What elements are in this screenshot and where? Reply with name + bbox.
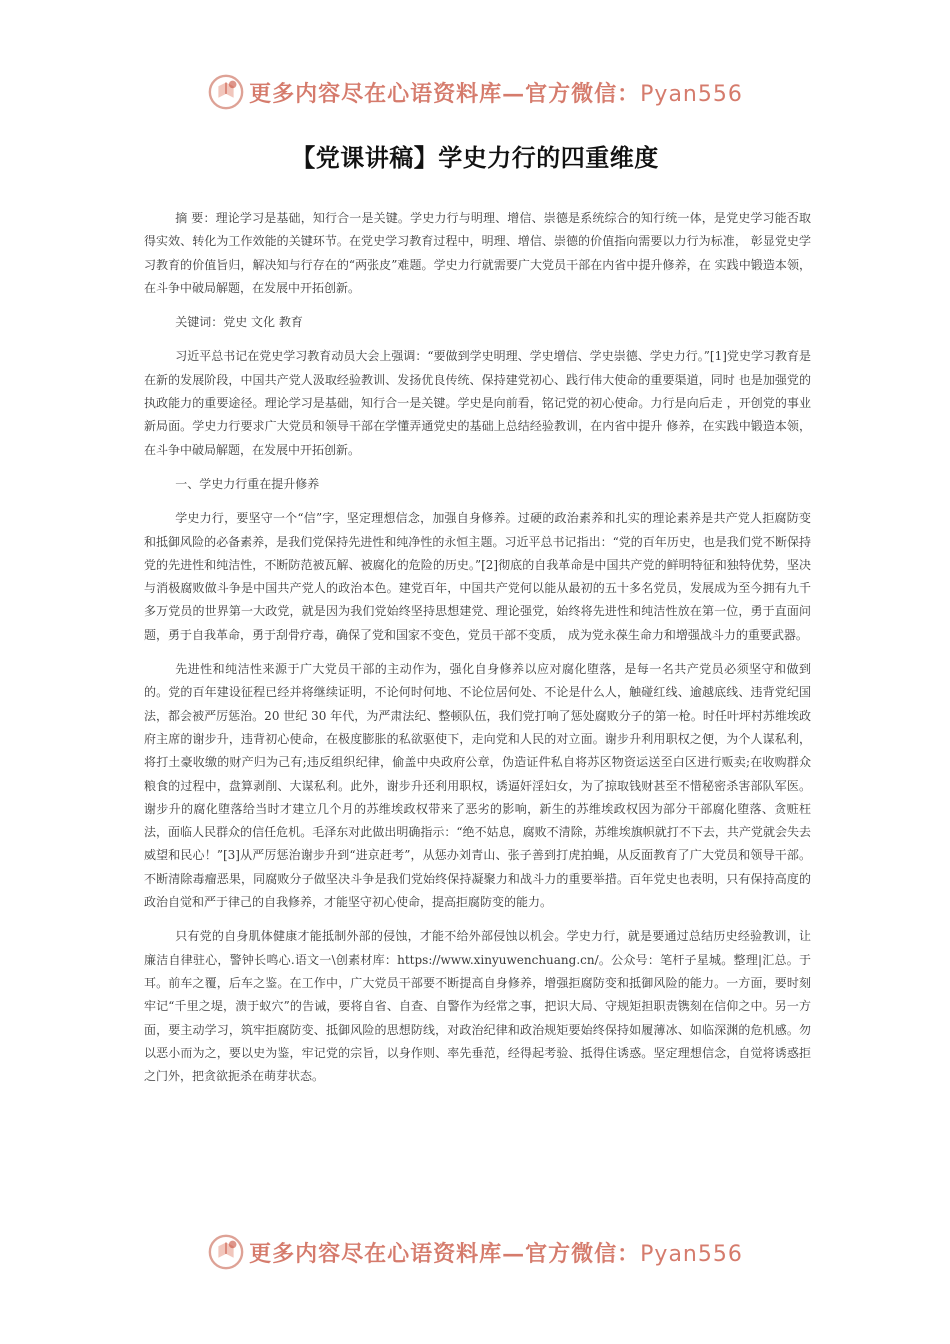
wechat-id: Pyan556 <box>640 81 743 107</box>
book-logo-icon <box>207 1233 245 1271</box>
banner-label: 更多内容尽在心语资料库—官方微信： <box>249 1240 641 1267</box>
body-paragraph: 先进性和纯洁性来源于广大党员干部的主动作为，强化自身修养以应对腐化堕落，是每一名共产党员必须坚守和做到的。党的百年建设征程已经并将继续证明，不论何时何地、不论位居何处、不论是什么人，触碰红线、逾越底线、违背党纪国法，都会被严厉惩治。20 世纪 30 年代，为严肃法纪、整顿队伍，我们党打响了惩处腐败分子的第一枪。时任叶坪村苏维埃政府主席的谢步升，违背初心使命，在极度膨胀的私欲驱使下，走向党和人民的对立面。谢步升利用职权之便，为个人谋私利，将打土豪收缴的财产归为己有;违反组织纪律，偷盖中央政府公章，伪造证件私自将苏区物资运送至白区进行贩卖;在收购群众粮食的过程中，盘算剥削、大谋私利。此外，谢步升还利用职权，诱逼奸淫妇女，为了掠取钱财甚至不惜秘密杀害部队军医。谢步升的腐化堕落给当时才建立几个月的苏维埃政权带来了恶劣的影响，新生的苏维埃政权因为部分干部腐化堕落、贪赃枉法，面临人民群众的信任危机。毛泽东对此做出明确指示：“绝不姑息，腐败不清除，苏维埃旗帜就打不下去，共产党就会失去威望和民心！”[3]从严厉惩治谢步升到“进京赶考”，从惩办刘青山、张子善到打虎拍蝇，从反面教育了广大党员和领导干部。不断清除毒瘤恶果，同腐败分子做坚决斗争是我们党始终保持凝聚力和战斗力的重要举措。百年党史也表明，只有保持高度的政治自觉和严于律己的自我修养，才能坚守初心使命，提高拒腐防变的能力。 <box>144 662 811 910</box>
book-logo-icon <box>207 73 245 111</box>
keywords-paragraph: 关键词：党史 文化 教育 <box>175 315 303 330</box>
footer-banner <box>0 1230 950 1274</box>
intro-paragraph: 习近平总书记在党史学习教育动员大会上强调：“要做到学史明理、学史增信、学史崇德、学史力行。”[1]党史学习教育是在新的发展阶段，中国共产党人汲取经验教训、发扬优良传统、保持建党初心、践行伟大使命的重要渠道，同时 也是加强党的执政能力的重要途径。理论学习是基础，知行合一是关键。学史是向前看，铭记党的初心使命。力行是向后走 ，开创党的事业新局面。学史力行要求广大党员和领导干部在学懂弄通党史的基础上总结经验教训，在内省中提升 修养，在实践中锻造本领，在斗争中破局解题，在发展中开拓创新。 <box>144 349 811 457</box>
banner-text <box>249 1237 743 1268</box>
header-banner <box>0 70 950 114</box>
banner-text <box>249 77 743 108</box>
body-paragraph: 只有党的自身肌体健康才能抵制外部的侵蚀，才能不给外部侵蚀以机会。学史力行，就是要通过总结历史经验教训，让廉洁自律驻心，警钟长鸣心.语文一\创素材库：https://www.xinyuwenchuang.cn/。公众号：笔杆子星城。整理|汇总。于耳。前车之覆，后车之鉴。在工作中，广大党员干部要不断提高自身修养，增强拒腐防变和抵御风险的能力。一方面，要时刻牢记“千里之堤，溃于蚁穴”的告诫，要将自省、自查、自警作为经常之事，把识大局、守规矩担职责镌刻在信仰之中。另一方面，要主动学习，筑牢拒腐防变、抵御风险的思想防线，对政治纪律和政治规矩要始终保持如履薄冰、如临深渊的危机感。勿以恶小而为之，要以史为鉴，牢记党的宗旨，以身作则、率先垂范，经得起考验、抵得住诱惑。坚定理想信念，自觉将诱惑拒之门外，把贪欲扼杀在萌芽状态。 <box>144 929 811 1084</box>
wechat-id: Pyan556 <box>640 1241 743 1267</box>
banner-label: 更多内容尽在心语资料库—官方微信： <box>249 80 641 107</box>
section-heading: 一、学史力行重在提升修养 <box>175 476 320 491</box>
document-title: 【党课讲稿】学史力行的四重维度 <box>291 144 659 172</box>
document-body <box>144 207 811 1099</box>
body-paragraph: 学史力行，要坚守一个“信”字，坚定理想信念，加强自身修养。过硬的政治素养和扎实的理论素养是共产党人拒腐防变和抵御风险的必备素养，是我们党保持先进性和纯净性的永恒主题。习近平总书记指出：“党的百年历史，也是我们党不断保持党的先进性和纯洁性，不断防范被瓦解、被腐化的危险的历史。”[2]彻底的自我革命是中国共产党的鲜明特征和独特优势，坚决与消极腐败做斗争是中国共产党人的政治本色。建党百年，中国共产党何以能从最初的五十多名党员，发展成为至今拥有九千多万党员的世界第一大政党，就是因为我们党始终坚持思想建党、理论强党，始终将先进性和纯洁性放在第一位，勇于直面问题，勇于自我革命，勇于刮骨疗毒，确保了党和国家不变色，党员干部不变质， 成为党永葆生命力和增强战斗力的重要武器。 <box>144 511 811 642</box>
abstract-paragraph: 摘 要：理论学习是基础，知行合一是关键。学史力行与明理、增信、崇德是系统综合的知行统一体，是党史学习能否取得实效、转化为工作效能的关键环节。在党史学习教育过程中，明理、增信、崇德的价值指向需要以力行为标准， 彰显党史学习教育的价值旨归，解决知与行存在的“两张皮”难题。学史力行就需要广大党员干部在内省中提升修养，在 实践中锻造本领，在斗争中破局解题，在发展中开拓创新。 <box>144 211 811 295</box>
